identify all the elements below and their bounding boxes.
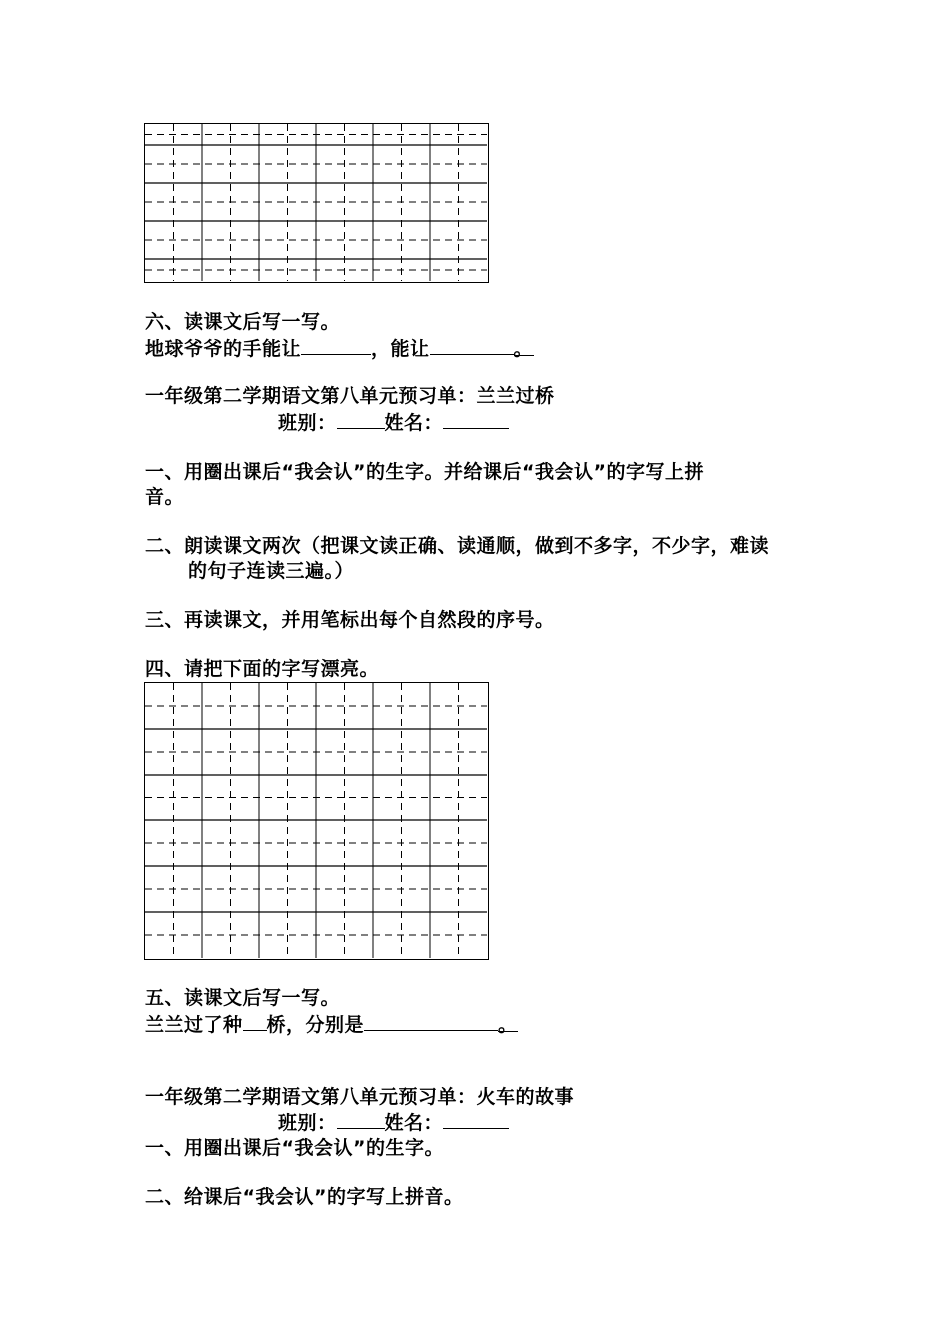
sentence-text: 地球爷爷的手能让 <box>145 338 302 360</box>
class-name-line <box>278 1110 509 1135</box>
name-field[interactable] <box>443 410 509 429</box>
writing-grid-top <box>144 123 489 283</box>
question-two-cont: 的句子连读三遍。） <box>188 560 355 582</box>
answer-blank[interactable] <box>243 1012 267 1031</box>
worksheet-title: 一年级第二学期语文第八单元预习单：火车的故事 <box>145 1086 575 1108</box>
sentence-text: 桥，分别是 <box>266 1014 365 1036</box>
class-field[interactable] <box>337 1110 385 1129</box>
question-four: 四、请把下面的字写漂亮。 <box>145 658 380 680</box>
question-five: 五、读课文后写一写。 <box>145 987 341 1009</box>
class-label: 班别： <box>278 1112 337 1134</box>
sentence-text: 兰兰过了种 <box>145 1014 243 1036</box>
name-label: 姓名： <box>384 1112 444 1134</box>
tianzige-grid <box>145 124 487 281</box>
answer-blank-end: 。 <box>498 1014 518 1036</box>
tianzige-grid <box>145 683 487 958</box>
question-two: 二、给课后“我会认”的字写上拼音。 <box>145 1186 464 1208</box>
question-five-sentence <box>145 1012 518 1037</box>
section-six-heading: 六、读课文后写一写。 <box>145 311 341 333</box>
name-field[interactable] <box>443 1110 509 1129</box>
question-one: 一、用圈出课后“我会认”的生字。并给课后“我会认”的字写上拼 <box>145 461 704 483</box>
answer-blank[interactable] <box>364 1012 498 1031</box>
answer-blank[interactable] <box>301 336 371 355</box>
class-label: 班别： <box>278 412 337 434</box>
question-one: 一、用圈出课后“我会认”的生字。 <box>145 1137 444 1159</box>
name-label: 姓名： <box>384 412 444 434</box>
writing-grid-main <box>144 682 489 960</box>
sentence-text: ，能让 <box>371 338 430 360</box>
class-name-line <box>278 410 509 435</box>
section-six-sentence <box>145 336 534 361</box>
answer-blank-end: 。 <box>513 338 534 360</box>
class-field[interactable] <box>337 410 385 429</box>
worksheet-title: 一年级第二学期语文第八单元预习单：兰兰过桥 <box>145 385 555 407</box>
question-two: 二、朗读课文两次（把课文读正确、读通顺，做到不多字，不少字，难读 <box>145 535 770 557</box>
answer-blank[interactable] <box>430 336 514 355</box>
question-three: 三、再读课文，并用笔标出每个自然段的序号。 <box>145 609 555 631</box>
question-one-cont: 音。 <box>145 486 185 508</box>
